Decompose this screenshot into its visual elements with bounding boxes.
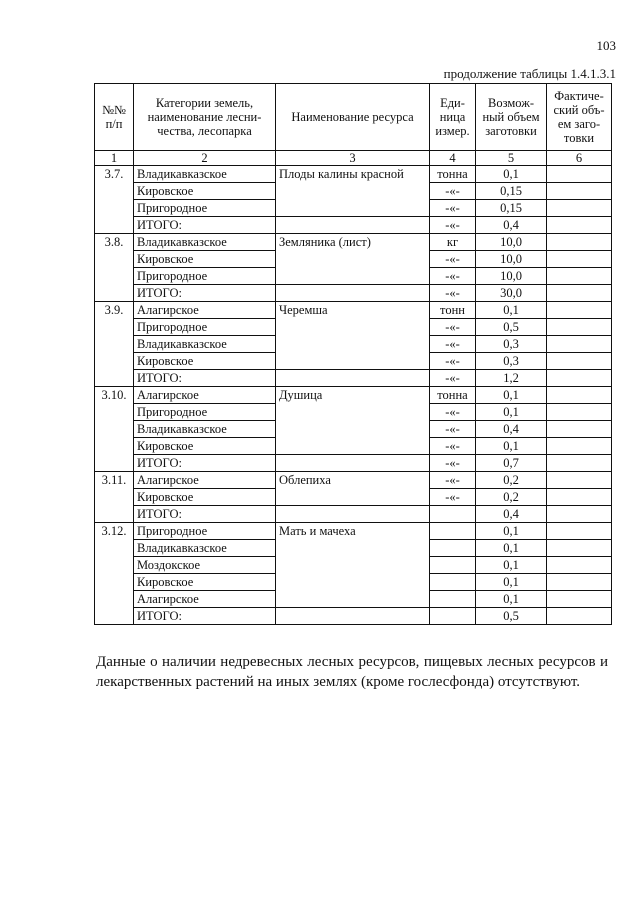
volume-cell: 0,3: [476, 353, 547, 370]
volume-cell: 0,2: [476, 489, 547, 506]
volume-cell: 10,0: [476, 251, 547, 268]
fact-cell: [547, 200, 612, 217]
fact-cell: [547, 421, 612, 438]
table-row: [95, 217, 612, 234]
row-number: 3.10.: [95, 387, 134, 472]
unit-cell: [430, 540, 476, 557]
unit-cell: -«-: [430, 200, 476, 217]
unit-cell: -«-: [430, 455, 476, 472]
category-cell: ИТОГО:: [134, 506, 276, 523]
category-cell: Пригородное: [134, 319, 276, 336]
fact-cell: [547, 506, 612, 523]
table-row: [95, 285, 612, 302]
fact-cell: [547, 370, 612, 387]
unit-cell: -«-: [430, 404, 476, 421]
resource-empty-cell: [276, 608, 430, 625]
volume-cell: 0,4: [476, 217, 547, 234]
resource-empty-cell: [276, 455, 430, 472]
table-row: [95, 166, 612, 183]
volume-cell: 0,15: [476, 183, 547, 200]
fact-cell: [547, 268, 612, 285]
resource-name-cell: Душица: [276, 387, 430, 455]
unit-cell: [430, 557, 476, 574]
volume-cell: 0,1: [476, 438, 547, 455]
unit-cell: -«-: [430, 353, 476, 370]
header-fact: Фактиче-ский объ-ем заго-товки: [547, 84, 612, 151]
category-cell: Владикавказское: [134, 421, 276, 438]
volume-cell: 0,1: [476, 404, 547, 421]
unit-cell: [430, 574, 476, 591]
table-row: [95, 455, 612, 472]
table-row: [95, 370, 612, 387]
fact-cell: [547, 166, 612, 183]
category-cell: Кировское: [134, 183, 276, 200]
header-category: Категории земель, наименование лесни-чества, лесопарка: [134, 84, 276, 151]
table-row: [95, 234, 612, 251]
fact-cell: [547, 608, 612, 625]
unit-cell: [430, 608, 476, 625]
header-row: [95, 84, 612, 151]
unit-cell: тонна: [430, 166, 476, 183]
column-number: 4: [430, 151, 476, 166]
volume-cell: 0,15: [476, 200, 547, 217]
footer-note: Данные о наличии недревесных лесных ресурсов, пищевых лесных ресурсов и лекарственных растений на иных землях (кроме гослесфонда) отсутствуют.: [96, 654, 608, 690]
unit-cell: -«-: [430, 251, 476, 268]
fact-cell: [547, 472, 612, 489]
fact-cell: [547, 319, 612, 336]
fact-cell: [547, 302, 612, 319]
header-volume: Возмож-ный объем заготовки: [476, 84, 547, 151]
unit-cell: -«-: [430, 217, 476, 234]
category-cell: ИТОГО:: [134, 608, 276, 625]
column-number: 3: [276, 151, 430, 166]
unit-cell: -«-: [430, 489, 476, 506]
resource-name-cell: Черемша: [276, 302, 430, 370]
row-number: 3.7.: [95, 166, 134, 234]
unit-cell: тонна: [430, 387, 476, 404]
category-cell: Кировское: [134, 489, 276, 506]
category-cell: ИТОГО:: [134, 370, 276, 387]
volume-cell: 0,1: [476, 591, 547, 608]
unit-cell: -«-: [430, 438, 476, 455]
volume-cell: 30,0: [476, 285, 547, 302]
category-cell: Пригородное: [134, 404, 276, 421]
category-cell: Алагирское: [134, 387, 276, 404]
volume-cell: 0,1: [476, 523, 547, 540]
column-number: 2: [134, 151, 276, 166]
unit-cell: кг: [430, 234, 476, 251]
category-cell: Алагирское: [134, 302, 276, 319]
fact-cell: [547, 217, 612, 234]
resource-name-cell: Земляника (лист): [276, 234, 430, 285]
unit-cell: [430, 523, 476, 540]
volume-cell: 0,2: [476, 472, 547, 489]
fact-cell: [547, 591, 612, 608]
category-cell: Кировское: [134, 353, 276, 370]
fact-cell: [547, 336, 612, 353]
volume-cell: 0,4: [476, 506, 547, 523]
unit-cell: -«-: [430, 370, 476, 387]
volume-cell: 10,0: [476, 268, 547, 285]
category-cell: Кировское: [134, 438, 276, 455]
unit-cell: -«-: [430, 472, 476, 489]
category-cell: ИТОГО:: [134, 455, 276, 472]
table-continuation-caption: продолжение таблицы 1.4.1.3.1: [443, 66, 616, 81]
header-unit: Еди-ница измер.: [430, 84, 476, 151]
category-cell: Алагирское: [134, 591, 276, 608]
category-cell: Алагирское: [134, 472, 276, 489]
table-row: [95, 523, 612, 540]
unit-cell: -«-: [430, 421, 476, 438]
category-cell: ИТОГО:: [134, 285, 276, 302]
category-cell: Пригородное: [134, 268, 276, 285]
table-row: [95, 608, 612, 625]
category-cell: Владикавказское: [134, 166, 276, 183]
fact-cell: [547, 251, 612, 268]
fact-cell: [547, 557, 612, 574]
column-number: 1: [95, 151, 134, 166]
table-row: [95, 387, 612, 404]
unit-cell: [430, 506, 476, 523]
column-number: 6: [547, 151, 612, 166]
table-row: [95, 472, 612, 489]
volume-cell: 0,1: [476, 557, 547, 574]
unit-cell: тонн: [430, 302, 476, 319]
fact-cell: [547, 285, 612, 302]
volume-cell: 10,0: [476, 234, 547, 251]
volume-cell: 0,1: [476, 166, 547, 183]
volume-cell: 0,1: [476, 574, 547, 591]
unit-cell: -«-: [430, 268, 476, 285]
table-row: [95, 302, 612, 319]
category-cell: Владикавказское: [134, 234, 276, 251]
resource-name-cell: Облепиха: [276, 472, 430, 506]
volume-cell: 0,7: [476, 455, 547, 472]
volume-cell: 0,5: [476, 319, 547, 336]
category-cell: Владикавказское: [134, 336, 276, 353]
unit-cell: -«-: [430, 319, 476, 336]
row-number: 3.8.: [95, 234, 134, 302]
resources-table: [94, 83, 612, 625]
volume-cell: 1,2: [476, 370, 547, 387]
resource-name-cell: Мать и мачеха: [276, 523, 430, 608]
resource-empty-cell: [276, 285, 430, 302]
category-cell: Кировское: [134, 251, 276, 268]
fact-cell: [547, 455, 612, 472]
volume-cell: 0,4: [476, 421, 547, 438]
volume-cell: 0,1: [476, 302, 547, 319]
unit-cell: -«-: [430, 336, 476, 353]
volume-cell: 0,1: [476, 387, 547, 404]
row-number: 3.11.: [95, 472, 134, 523]
fact-cell: [547, 438, 612, 455]
page-number: 103: [596, 38, 616, 53]
row-number: 3.12.: [95, 523, 134, 625]
resource-empty-cell: [276, 370, 430, 387]
fact-cell: [547, 234, 612, 251]
fact-cell: [547, 404, 612, 421]
unit-cell: -«-: [430, 183, 476, 200]
resource-empty-cell: [276, 506, 430, 523]
header-num: №№ п/п: [95, 84, 134, 151]
fact-cell: [547, 489, 612, 506]
category-cell: Кировское: [134, 574, 276, 591]
fact-cell: [547, 353, 612, 370]
category-cell: Пригородное: [134, 523, 276, 540]
volume-cell: 0,5: [476, 608, 547, 625]
category-cell: Моздокское: [134, 557, 276, 574]
category-cell: Пригородное: [134, 200, 276, 217]
volume-cell: 0,1: [476, 540, 547, 557]
unit-cell: [430, 591, 476, 608]
column-number-row: [95, 151, 612, 166]
fact-cell: [547, 183, 612, 200]
fact-cell: [547, 574, 612, 591]
column-number: 5: [476, 151, 547, 166]
fact-cell: [547, 540, 612, 557]
volume-cell: 0,3: [476, 336, 547, 353]
resource-empty-cell: [276, 217, 430, 234]
category-cell: Владикавказское: [134, 540, 276, 557]
fact-cell: [547, 387, 612, 404]
header-resource: Наименование ресурса: [276, 84, 430, 151]
resource-name-cell: Плоды калины красной: [276, 166, 430, 217]
unit-cell: -«-: [430, 285, 476, 302]
table-row: [95, 506, 612, 523]
row-number: 3.9.: [95, 302, 134, 387]
fact-cell: [547, 523, 612, 540]
category-cell: ИТОГО:: [134, 217, 276, 234]
